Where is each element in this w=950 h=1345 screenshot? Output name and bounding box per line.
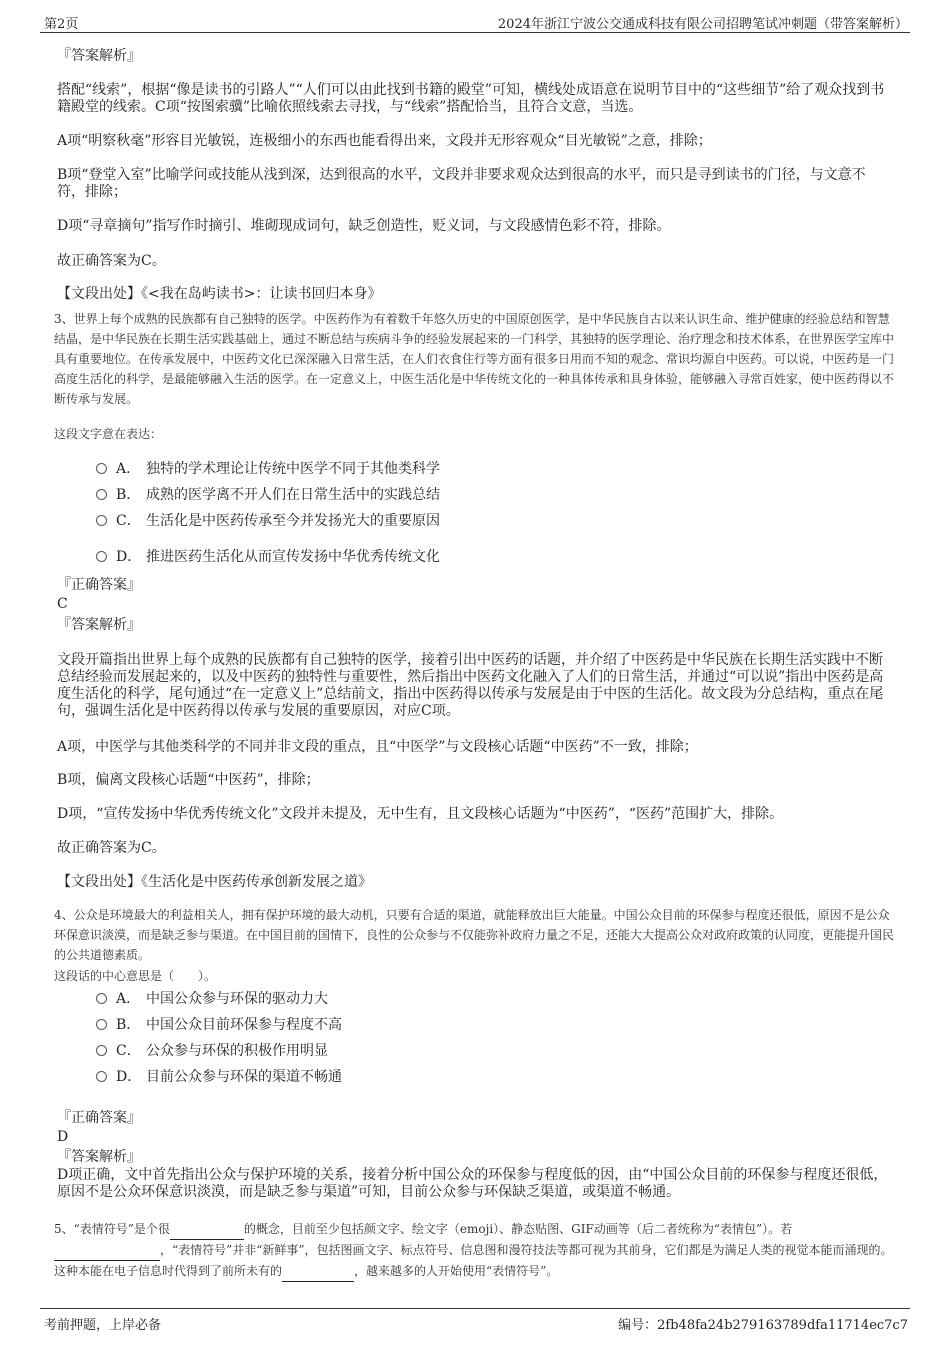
document-title: 2024年浙江宁波公交通成科技有限公司招聘笔试冲刺题（带答案解析） [497,17,908,32]
q4-prompt: 这段话的中心意思是（ ）。 [54,969,217,983]
q3-option-d[interactable]: D． 推进医药生活化从而宣传发扬中华优秀传统文化 [96,547,440,567]
fill-blank-2[interactable] [54,1240,160,1261]
fill-blank-1[interactable] [170,1219,244,1240]
q2-analysis-label: 『答案解析』 [57,48,141,64]
q3-analysis-label: 『答案解析』 [57,617,141,633]
radio-icon[interactable] [96,551,107,562]
q4-stem: 4、公众是环境最大的利益相关人，拥有保护环境的最大动机，只要有合适的渠道，就能释放出巨大能量。中国公众目前的环保参与程度还很低，原因不是公众环保意识淡漠，而是缺乏参与渠道。在中国目前的国情下，良性的公众参与不仅能弥补政府力量之不足，还能大大提高公众对政府政策的认同度，更能提升国民的公共道德素质。 [54,908,895,962]
q3-option-c[interactable]: C． 生活化是中医药传承至今并发扬光大的重要原因 [96,511,440,531]
radio-icon[interactable] [96,1045,107,1056]
radio-icon[interactable] [96,993,107,1004]
q4-analysis-label: 『答案解析』 [57,1149,141,1165]
q3-answer-label: 『正确答案』 [57,577,141,593]
footer-motto: 考前押题，上岸必备 [44,1318,162,1333]
q3-conclusion: 故正确答案为C。 [57,840,166,856]
q4-option-c[interactable]: C． 公众参与环保的积极作用明显 [96,1041,328,1061]
q2-option-a-explanation: A项“明察秋毫”形容目光敏锐，连极细小的东西也能看得出来，文段并无形容观众“目光敏锐”之意，排除； [57,133,712,149]
page-header [40,10,910,33]
radio-icon[interactable] [96,515,107,526]
q4-answer: D [57,1129,69,1145]
page-footer [40,1308,910,1333]
q4-answer-label: 『正确答案』 [57,1110,141,1126]
q3-option-a[interactable]: A． 独特的学术理论让传统中医学不同于其他类科学 [96,459,440,479]
q2-conclusion: 故正确答案为C。 [57,253,166,269]
q4-option-b[interactable]: B． 中国公众目前环保参与程度不高 [96,1015,342,1035]
q3-stem: 3、世界上每个成熟的民族都有自己独特的医学。中医药作为有着数千年悠久历史的中国原创医学，是中华民族自古以来认识生命、维护健康的经验总结和智慧结晶，是中华民族在长期生活实践基础上，通过不断总结与疾病斗争的经验发展起来的一门科学，其独特的医学理论、治疗理念和技术体系，在世界医学宝库中具有重要地位。在传承发展中，中医药文化已深深融入日常生活，在人们衣食住行等方面有很多日用而不知的观念、常识均源自中医药。可以说，中医药是一门高度生活化的科学，是最能够融入生活的医学。在一定意义上，中医生活化是中华传统文化的一种具体传承和具身体验，能够融入寻常百姓家，使中医药得以不断传承与发展。 [54,312,895,406]
q2-option-b-explanation: B项“登堂入室”比喻学问或技能从浅到深，达到很高的水平，文段并非要求观众达到很高的水平，而只是寻到读书的门径，与文意不符，排除； [57,167,866,200]
radio-icon[interactable] [96,489,107,500]
radio-icon[interactable] [96,1071,107,1082]
q2-analysis-text: 搭配“线索”，根据“像是读书的引路人”“人们可以由此找到书籍的殿堂”可知，横线处成语意在说明节目中的“这些细节”给了观众找到书籍殿堂的线索。C项“按图索骥”比喻依照线索去寻找，与“线索”搭配恰当，且符合文意，当选。 [57,82,885,115]
radio-icon[interactable] [96,1019,107,1030]
q3-option-b-explanation: B项，偏离文段核心话题“中医药”，排除； [57,772,320,788]
q4-analysis-text: D项正确，文中首先指出公众与保护环境的关系，接着分析中国公众的环保参与程度低的因，由“中国公众目前的环保参与程度还很低，原因不是公众环保意识淡漠，而是缺乏参与渠道”可知，目前公众参与环保缺乏渠道，或渠道不畅通。 [57,1167,888,1200]
q3-source: 【文段出处】《生活化是中医药传承创新发展之道》 [57,874,372,890]
q5-stem: 5、“表情符号”是个很 的概念，目前至少包括颜文字、绘文字（emoji）、静态贴图、GIF动画等（后二者统称为“表情包”）。若，“表情符号”并非“新鲜事”，包括图画文字、标点符号、信息图和漫符技法等都可视为其前身，它们都是为满足人类的视觉本能而涌现的。这种本能在电子信息时代得到了前所未有的 ，越来越多的人开始使用“表情符号”。 [54,1219,896,1282]
q4-option-d[interactable]: D． 目前公众参与环保的渠道不畅通 [96,1067,342,1087]
q3-prompt: 这段文字意在表达： [54,427,163,441]
q3-option-a-explanation: A项，中医学与其他类科学的不同并非文段的重点，且“中医学”与文段核心话题“中医药”不一致，排除； [57,739,698,755]
radio-icon[interactable] [96,463,107,474]
page-number: 第2页 [44,17,79,32]
q3-analysis-text: 文段开篇指出世界上每个成熟的民族都有自己独特的医学，接着引出中医药的话题，并介绍了中医药是中华民族在长期生活实践中不断总结经验而发展起来的，以及中医药的独特性与重要性，然后指出中医药文化融入了人们的日常生活，并通过“可以说”指出中医药是高度生活化的科学，尾句通过“在一定意义上”总结前文，指出中医药得以传承与发展是由于中医的生活化。故文段为分总结构，重点在尾句，强调生活化是中医药得以传承与发展的重要原因，对应C项。 [57,652,884,719]
q2-option-d-explanation: D项“寻章摘句”指写作时摘引、堆砌现成词句，缺乏创造性，贬义词，与文段感情色彩不符，排除。 [57,218,671,234]
q3-option-d-explanation: D项，“宣传发扬中华优秀传统文化”文段并未提及，无中生有，且文段核心话题为“中医药”，“医药”范围扩大，排除。 [57,806,784,822]
q4-option-a[interactable]: A． 中国公众参与环保的驱动力大 [96,989,328,1009]
document-code: 编号：2fb48fa24b279163789dfa11714ec7c7 [618,1318,908,1333]
fill-blank-3[interactable] [282,1261,354,1282]
q3-option-b[interactable]: B． 成熟的医学离不开人们在日常生活中的实践总结 [96,485,440,505]
q3-answer: C [57,596,68,612]
q2-source: 【文段出处】《<我在岛屿读书>：让读书回归本身》 [57,286,382,302]
